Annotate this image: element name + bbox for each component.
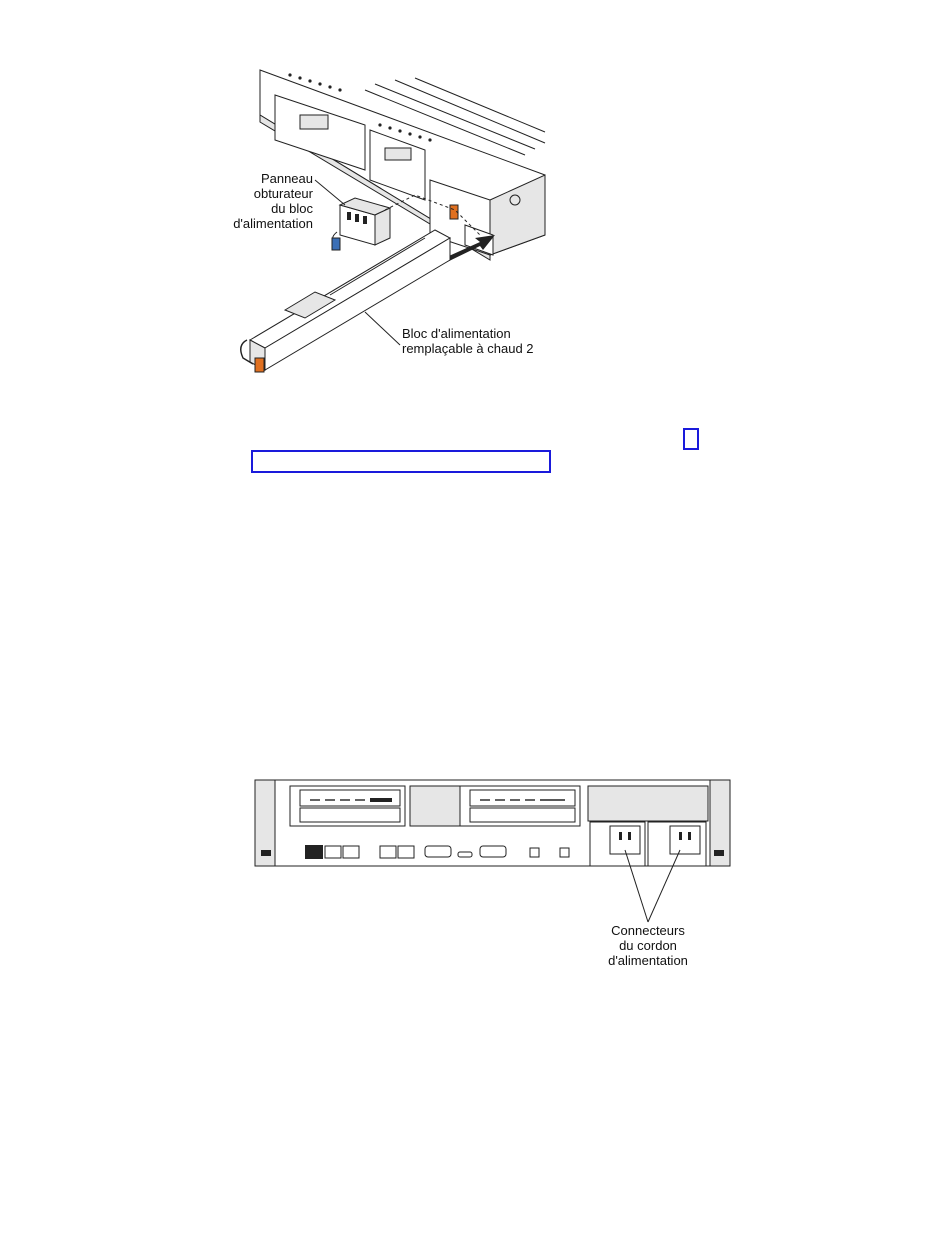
callout-filler-line-1: Panneau [260,171,313,186]
callout-psu-line-2: remplaçable à chaud 2 [402,341,534,356]
callout-connectors-line-3: d'alimentation [608,953,688,968]
callout-power-cord-connectors [588,923,708,968]
callout-connectors-line-1: Connecteurs [611,923,685,938]
callout-filler-line-4: d'alimentation [233,216,313,231]
callout-psu-line-1: Bloc d'alimentation [402,326,511,341]
callout-filler-line-3: du bloc [271,201,313,216]
callout-connectors-line-2: du cordon [619,938,677,953]
callout-filler-line-2: obturateur [253,186,313,201]
